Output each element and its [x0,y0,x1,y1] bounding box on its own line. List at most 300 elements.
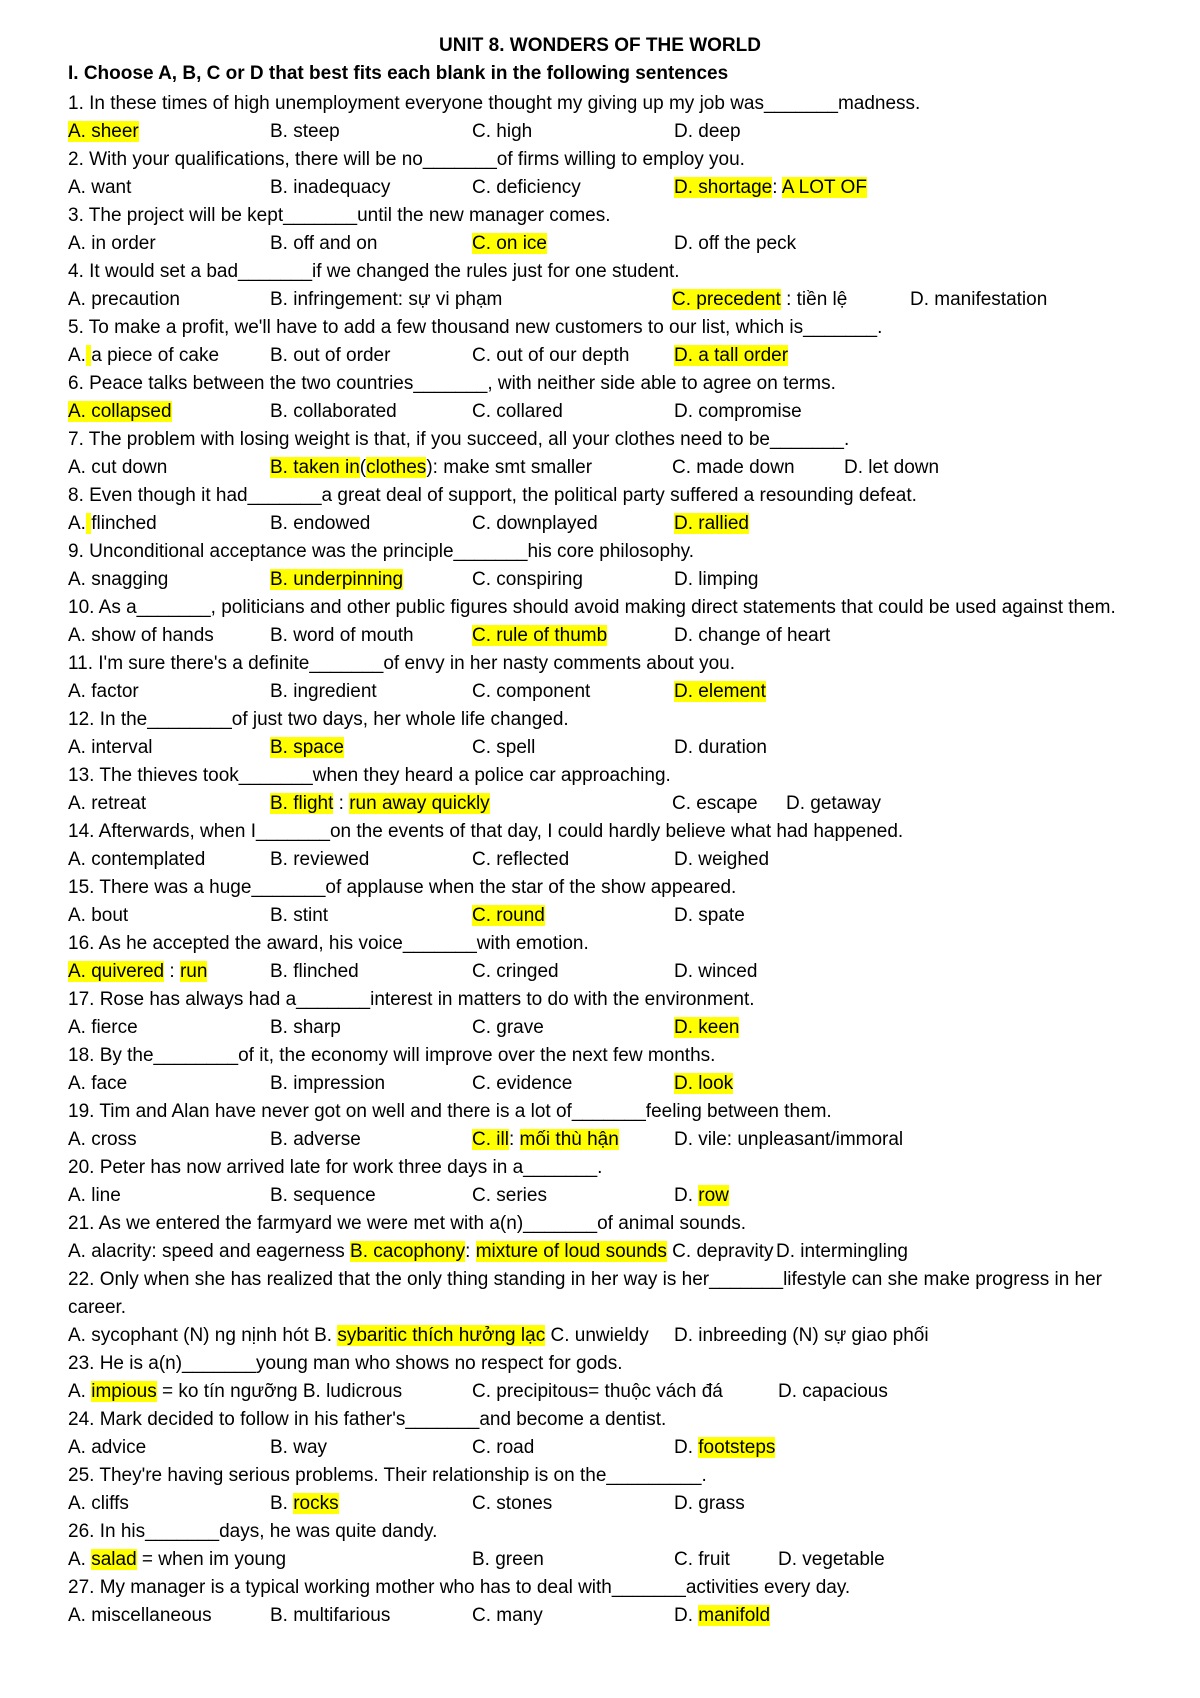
question-text: 22. Only when she has realized that the only thing standing in her way is her_______lifestyle can she make progress in her career. [68,1269,1102,1318]
answer-text: C. collared [472,401,563,422]
question-12 [68,706,1158,762]
answer-option [778,1546,885,1574]
answer-option [472,1014,544,1042]
answer-option [270,958,359,986]
answer-options [68,958,1158,986]
answer-text: A. advice [68,1437,147,1458]
answer-option [674,902,745,930]
answer-option [472,342,629,370]
answer-option [472,958,559,986]
answer-text: A. want [68,177,132,198]
answer-text: C. stones [472,1493,553,1514]
answer-text: B. [270,1493,294,1514]
answer-text: B. sequence [270,1185,376,1206]
answer-text: C. depravity [666,1241,774,1262]
answer-option [674,174,867,202]
answer-text: D. change of heart [674,625,831,646]
answer-options [68,1238,1158,1266]
answer-option [270,1490,339,1518]
answer-text: B. collaborated [270,401,397,422]
answer-option [270,1182,376,1210]
answer-options [68,230,1158,258]
question-1 [68,90,1158,146]
question-text: 12. In the________of just two days, her whole life changed. [68,709,569,730]
question-14 [68,818,1158,874]
question-3 [68,202,1158,258]
answer-text: D. intermingling [776,1241,908,1262]
question-23 [68,1350,1158,1406]
question-text: 7. The problem with losing weight is that, if you succeed, all your clothes need to be_______. [68,429,850,450]
answer-options [68,1378,1158,1406]
question-text: 17. Rose has always had a_______interest in matters to do with the environment. [68,989,755,1010]
answer-option [68,1546,286,1574]
answer-option [472,510,598,538]
answer-text: : tiền lệ [780,289,848,310]
question-text: 19. Tim and Alan have never got on well and there is a lot of_______feeling between them. [68,1101,832,1122]
answer-text: D. compromise [674,401,802,422]
answer-option [270,846,369,874]
answer-options [68,1490,1158,1518]
answer-option [68,678,139,706]
answer-text: A. in order [68,233,156,254]
answer-text: B. out of order [270,345,391,366]
answer-options [68,1070,1158,1098]
answer-text: C. series [472,1185,547,1206]
answer-text: D. spate [674,905,745,926]
question-text: 1. In these times of high unemployment everyone thought my giving up my job was_______madness. [68,93,921,114]
question-11 [68,650,1158,706]
answer-text: B. inadequacy [270,177,391,198]
answer-option [472,1378,723,1406]
question-text: 13. The thieves took_______when they heard a police car approaching. [68,765,671,786]
question-5 [68,314,1158,370]
answer-text: C. many [472,1605,543,1626]
answer-option [674,734,767,762]
answer-text: A. face [68,1073,128,1094]
answer-text: C. fruit [674,1549,730,1570]
answer-text: C. grave [472,1017,544,1038]
answer-options [68,1546,1158,1574]
answer-text: B. impression [270,1073,386,1094]
answer-option [270,790,490,818]
highlighted-answer-text: run [179,961,208,982]
highlighted-answer-text: D. rallied [674,513,749,534]
answer-option [68,1378,402,1406]
answer-text: A. fierce [68,1017,138,1038]
answer-option [472,734,535,762]
answer-text: D. weighed [674,849,770,870]
answer-text: D. duration [674,737,767,758]
answer-option [68,1126,137,1154]
answer-text: D. vegetable [778,1549,885,1570]
answer-options [68,398,1158,426]
answer-text: A. alacrity: speed and eagerness [68,1241,351,1262]
answer-option [786,790,881,818]
answer-option [672,454,795,482]
answer-text: a piece of cake [91,345,220,366]
answer-option [672,286,847,314]
answer-text: B. sharp [270,1017,341,1038]
answer-options [68,1014,1158,1042]
answer-option [68,1182,121,1210]
answer-option [270,286,502,314]
answer-option [776,1238,908,1266]
answer-option [674,566,758,594]
highlighted-answer-text: C. rule of thumb [472,625,608,646]
question-text: 5. To make a profit, we'll have to add a few thousand new customers to our list, which is_______. [68,317,883,338]
question-15 [68,874,1158,930]
answer-text: D. vile: unpleasant/immoral [674,1129,904,1150]
highlighted-answer-text: sybaritic thích hưởng lạc [337,1325,546,1346]
answer-option [68,230,156,258]
question-20 [68,1154,1158,1210]
question-text: 21. As we entered the farmyard we were met with a(n)_______of animal sounds. [68,1213,747,1234]
answer-text: A. cliffs [68,1493,129,1514]
answer-options [68,454,1158,482]
answer-text: A. cross [68,1129,137,1150]
answer-option [68,958,207,986]
answer-option [674,1070,733,1098]
highlighted-answer-text: D. look [674,1073,734,1094]
answer-text: C. escape [672,793,758,814]
answer-option [674,1182,729,1210]
question-18 [68,1042,1158,1098]
highlighted-answer-text: A. collapsed [68,401,172,422]
question-text: 24. Mark decided to follow in his father's_______and become a dentist. [68,1409,667,1430]
answer-options [68,734,1158,762]
highlighted-answer-text: D. a tall order [674,345,789,366]
question-17 [68,986,1158,1042]
answer-option [270,454,592,482]
highlighted-answer-text: B. flight [270,793,334,814]
answer-option [68,286,180,314]
answer-option [674,398,802,426]
answer-text: D. off the peck [674,233,797,254]
question-8 [68,482,1158,538]
answer-option [68,1014,138,1042]
question-text: 8. Even though it had_______a great deal of support, the political party suffered a resounding defeat. [68,485,917,506]
highlighted-answer-text: rocks [293,1493,339,1514]
question-text: 6. Peace talks between the two countries_______, with neither side able to agree on terms. [68,373,836,394]
answer-text: C. precipitous= thuộc vách đá [472,1381,723,1402]
question-text: 14. Afterwards, when I_______on the events of that day, I could hardly believe what had happened. [68,821,904,842]
answer-text: D. grass [674,1493,745,1514]
answer-text: B. flinched [270,961,359,982]
answer-text: C. road [472,1437,535,1458]
answer-option [674,622,830,650]
question-6 [68,370,1158,426]
highlighted-answer-text: clothes [366,457,427,478]
answer-options [68,790,1158,818]
answer-option [472,678,590,706]
answer-option [270,510,370,538]
answer-text: D. manifestation [910,289,1048,310]
answer-text: A. precaution [68,289,180,310]
answer-text: B. stint [270,905,329,926]
highlighted-answer-text: D. shortage [674,177,773,198]
answer-text: A. cut down [68,457,168,478]
answer-option [270,622,414,650]
answer-option [674,1126,903,1154]
highlighted-answer-text: run away quickly [349,793,490,814]
answer-text: A. miscellaneous [68,1605,212,1626]
answer-text: C. conspiring [472,569,583,590]
answer-option [472,1546,544,1574]
answer-text: A. interval [68,737,153,758]
answer-text: B. way [270,1437,328,1458]
question-text: 15. There was a huge_______of applause when the star of the show appeared. [68,877,737,898]
answer-text: A. [68,513,86,534]
answer-text: A. line [68,1185,121,1206]
answer-option [68,566,168,594]
answer-options [68,678,1158,706]
highlighted-answer-text: B. underpinning [270,569,404,590]
answer-text: D. capacious [778,1381,888,1402]
answer-text: : [772,177,782,198]
question-text: 18. By the________of it, the economy will improve over the next few months. [68,1045,716,1066]
answer-text: : [465,1241,476,1262]
answer-option [270,398,397,426]
answer-text: A. contemplated [68,849,206,870]
question-16 [68,930,1158,986]
answer-option [270,902,328,930]
answer-option [270,1126,361,1154]
highlighted-answer-text: D. element [674,681,766,702]
answer-text: C. out of our depth [472,345,630,366]
answer-text: B. green [472,1549,544,1570]
question-text: 20. Peter has now arrived late for work three days in a_______. [68,1157,603,1178]
answer-text: B. infringement: sự vi phạm [270,289,503,310]
question-text: 23. He is a(n)_______young man who shows no respect for gods. [68,1353,623,1374]
answer-option [674,1602,770,1630]
answer-option [68,1322,649,1350]
answer-options [68,118,1158,146]
answer-option [270,118,340,146]
answer-option [674,958,757,986]
answer-text: C. cringed [472,961,559,982]
answer-text: C. component [472,681,591,702]
answer-options [68,1182,1158,1210]
question-text: 25. They're having serious problems. Their relationship is on the_________. [68,1465,707,1486]
answer-option [68,342,219,370]
highlighted-answer-text: B. taken in [270,457,360,478]
answer-options [68,174,1158,202]
answer-option [472,1070,572,1098]
question-21 [68,1210,1158,1266]
answer-text: D. [674,1605,699,1626]
question-9 [68,538,1158,594]
question-22 [68,1266,1158,1350]
highlighted-answer-text: C. round [472,905,545,926]
question-25 [68,1462,1158,1518]
answer-option [674,846,769,874]
highlighted-answer-text: C. ill [472,1129,509,1150]
answer-option [472,174,581,202]
answer-option [68,454,167,482]
answer-option [68,1602,212,1630]
answer-text: = when im young [136,1549,287,1570]
answer-text: C. spell [472,737,536,758]
answer-options [68,566,1158,594]
answer-text: B. adverse [270,1129,361,1150]
answer-options [68,902,1158,930]
question-26 [68,1518,1158,1574]
highlighted-answer-text: manifold [698,1605,771,1626]
answer-option [472,902,545,930]
answer-text: A. [68,1381,92,1402]
question-10 [68,594,1158,650]
answer-option [472,622,607,650]
answer-option [68,398,172,426]
answer-text: A. [68,345,86,366]
question-19 [68,1098,1158,1154]
answer-options [68,1126,1158,1154]
answer-option [68,1070,127,1098]
answer-text: ): make smt smaller [426,457,593,478]
highlighted-answer-text: C. on ice [472,233,547,254]
answer-option [778,1378,888,1406]
answer-option [68,790,146,818]
answer-text: B. off and on [270,233,378,254]
highlighted-answer-text: mixture of loud sounds [475,1241,667,1262]
answer-text: ( [359,457,367,478]
answer-text: D. [674,1185,699,1206]
answer-option [270,230,377,258]
answer-text: C. downplayed [472,513,598,534]
answer-text: B. ingredient [270,681,377,702]
answer-option [68,174,131,202]
answer-option [270,1602,390,1630]
answer-option [270,174,390,202]
answer-option [674,342,788,370]
answer-options [68,1602,1158,1630]
question-text: 4. It would set a bad_______if we changed the rules just for one student. [68,261,680,282]
question-24 [68,1406,1158,1462]
highlighted-answer-text: A. sheer [68,121,139,142]
answer-text: flinched [91,513,157,534]
answer-option [672,790,758,818]
answer-option [270,734,344,762]
answer-option [472,1602,543,1630]
answer-text: C. reflected [472,849,570,870]
answer-option [472,1434,534,1462]
answer-option [68,734,152,762]
answer-options [68,622,1158,650]
answer-text: : [164,961,180,982]
answer-text: D. deep [674,121,741,142]
answer-option [674,1490,745,1518]
question-text: 16. As he accepted the award, his voice_______with emotion. [68,933,589,954]
answer-text: A. bout [68,905,129,926]
answer-option [68,846,205,874]
answer-text: A. factor [68,681,139,702]
question-list [68,90,1158,1630]
answer-option [270,1014,341,1042]
answer-text: D. inbreeding (N) sự giao phối [674,1325,929,1346]
question-text: 10. As a_______, politicians and other public figures should avoid making direct statements that could be used against them. [68,597,1116,618]
highlighted-answer-text: B. cacophony [350,1241,466,1262]
answer-text: C. made down [672,457,795,478]
highlighted-answer-text: C. precedent [672,289,781,310]
answer-option [472,846,569,874]
answer-option [472,398,563,426]
answer-text: : [333,793,350,814]
answer-options [68,846,1158,874]
question-4 [68,258,1158,314]
answer-text: B. steep [270,121,340,142]
answer-option [68,1490,129,1518]
answer-text: A. sycophant (N) ng nịnh hót B. [68,1325,338,1346]
highlighted-answer-text: row [698,1185,729,1206]
answer-option [68,622,214,650]
answer-option [270,342,390,370]
highlighted-answer-text: D. keen [674,1017,740,1038]
answer-option [472,1490,552,1518]
answer-text: A. show of hands [68,625,214,646]
answer-options [68,510,1158,538]
answer-text: D. limping [674,569,759,590]
answer-option [270,566,403,594]
highlighted-answer-text: impious [91,1381,157,1402]
answer-text: = ko tín ngưỡng B. ludicrous [156,1381,403,1402]
question-text: 11. I'm sure there's a definite_______of envy in her nasty comments about you. [68,653,736,674]
question-text: 2. With your qualifications, there will be no_______of firms willing to employ you. [68,149,745,170]
question-7 [68,426,1158,482]
answer-option [844,454,939,482]
answer-text: D. winced [674,961,758,982]
answer-text: D. [674,1437,699,1458]
answer-option [68,118,139,146]
answer-option [910,286,1047,314]
answer-options [68,342,1158,370]
answer-option [472,230,547,258]
answer-option [674,1546,730,1574]
answer-text: B. reviewed [270,849,370,870]
question-2 [68,146,1158,202]
answer-text: D. let down [844,457,940,478]
answer-text: A. retreat [68,793,147,814]
question-text: 26. In his_______days, he was quite dandy. [68,1521,438,1542]
answer-text: : [508,1129,520,1150]
highlighted-answer-text: salad [91,1549,137,1570]
answer-option [674,1322,929,1350]
question-text: 3. The project will be kept_______until the new manager comes. [68,205,611,226]
highlighted-answer-text: A LOT OF [781,177,867,198]
highlighted-answer-text: B. space [270,737,344,758]
answer-option [674,510,749,538]
answer-text: B. word of mouth [270,625,414,646]
answer-text: A. snagging [68,569,169,590]
answer-option [270,1070,385,1098]
answer-option [472,1126,619,1154]
question-13 [68,762,1158,818]
question-text: 27. My manager is a typical working mother who has to deal with_______activities every day. [68,1577,851,1598]
highlighted-answer-text: mối thù hận [519,1129,619,1150]
answer-option [68,1238,774,1266]
document-title: UNIT 8. WONDERS OF THE WORLD [439,35,761,56]
answer-text: B. multifarious [270,1605,391,1626]
highlighted-answer-text: A. quivered [68,961,165,982]
highlighted-answer-text: footsteps [698,1437,776,1458]
answer-options [68,1322,1158,1350]
section-heading: I. Choose A, B, C or D that best fits each blank in the following sentences [68,63,729,84]
answer-option [674,1434,775,1462]
answer-text: D. getaway [786,793,882,814]
answer-option [68,510,157,538]
answer-text: C. unwieldy [545,1325,649,1346]
answer-text: A. [68,1549,92,1570]
answer-option [674,678,766,706]
